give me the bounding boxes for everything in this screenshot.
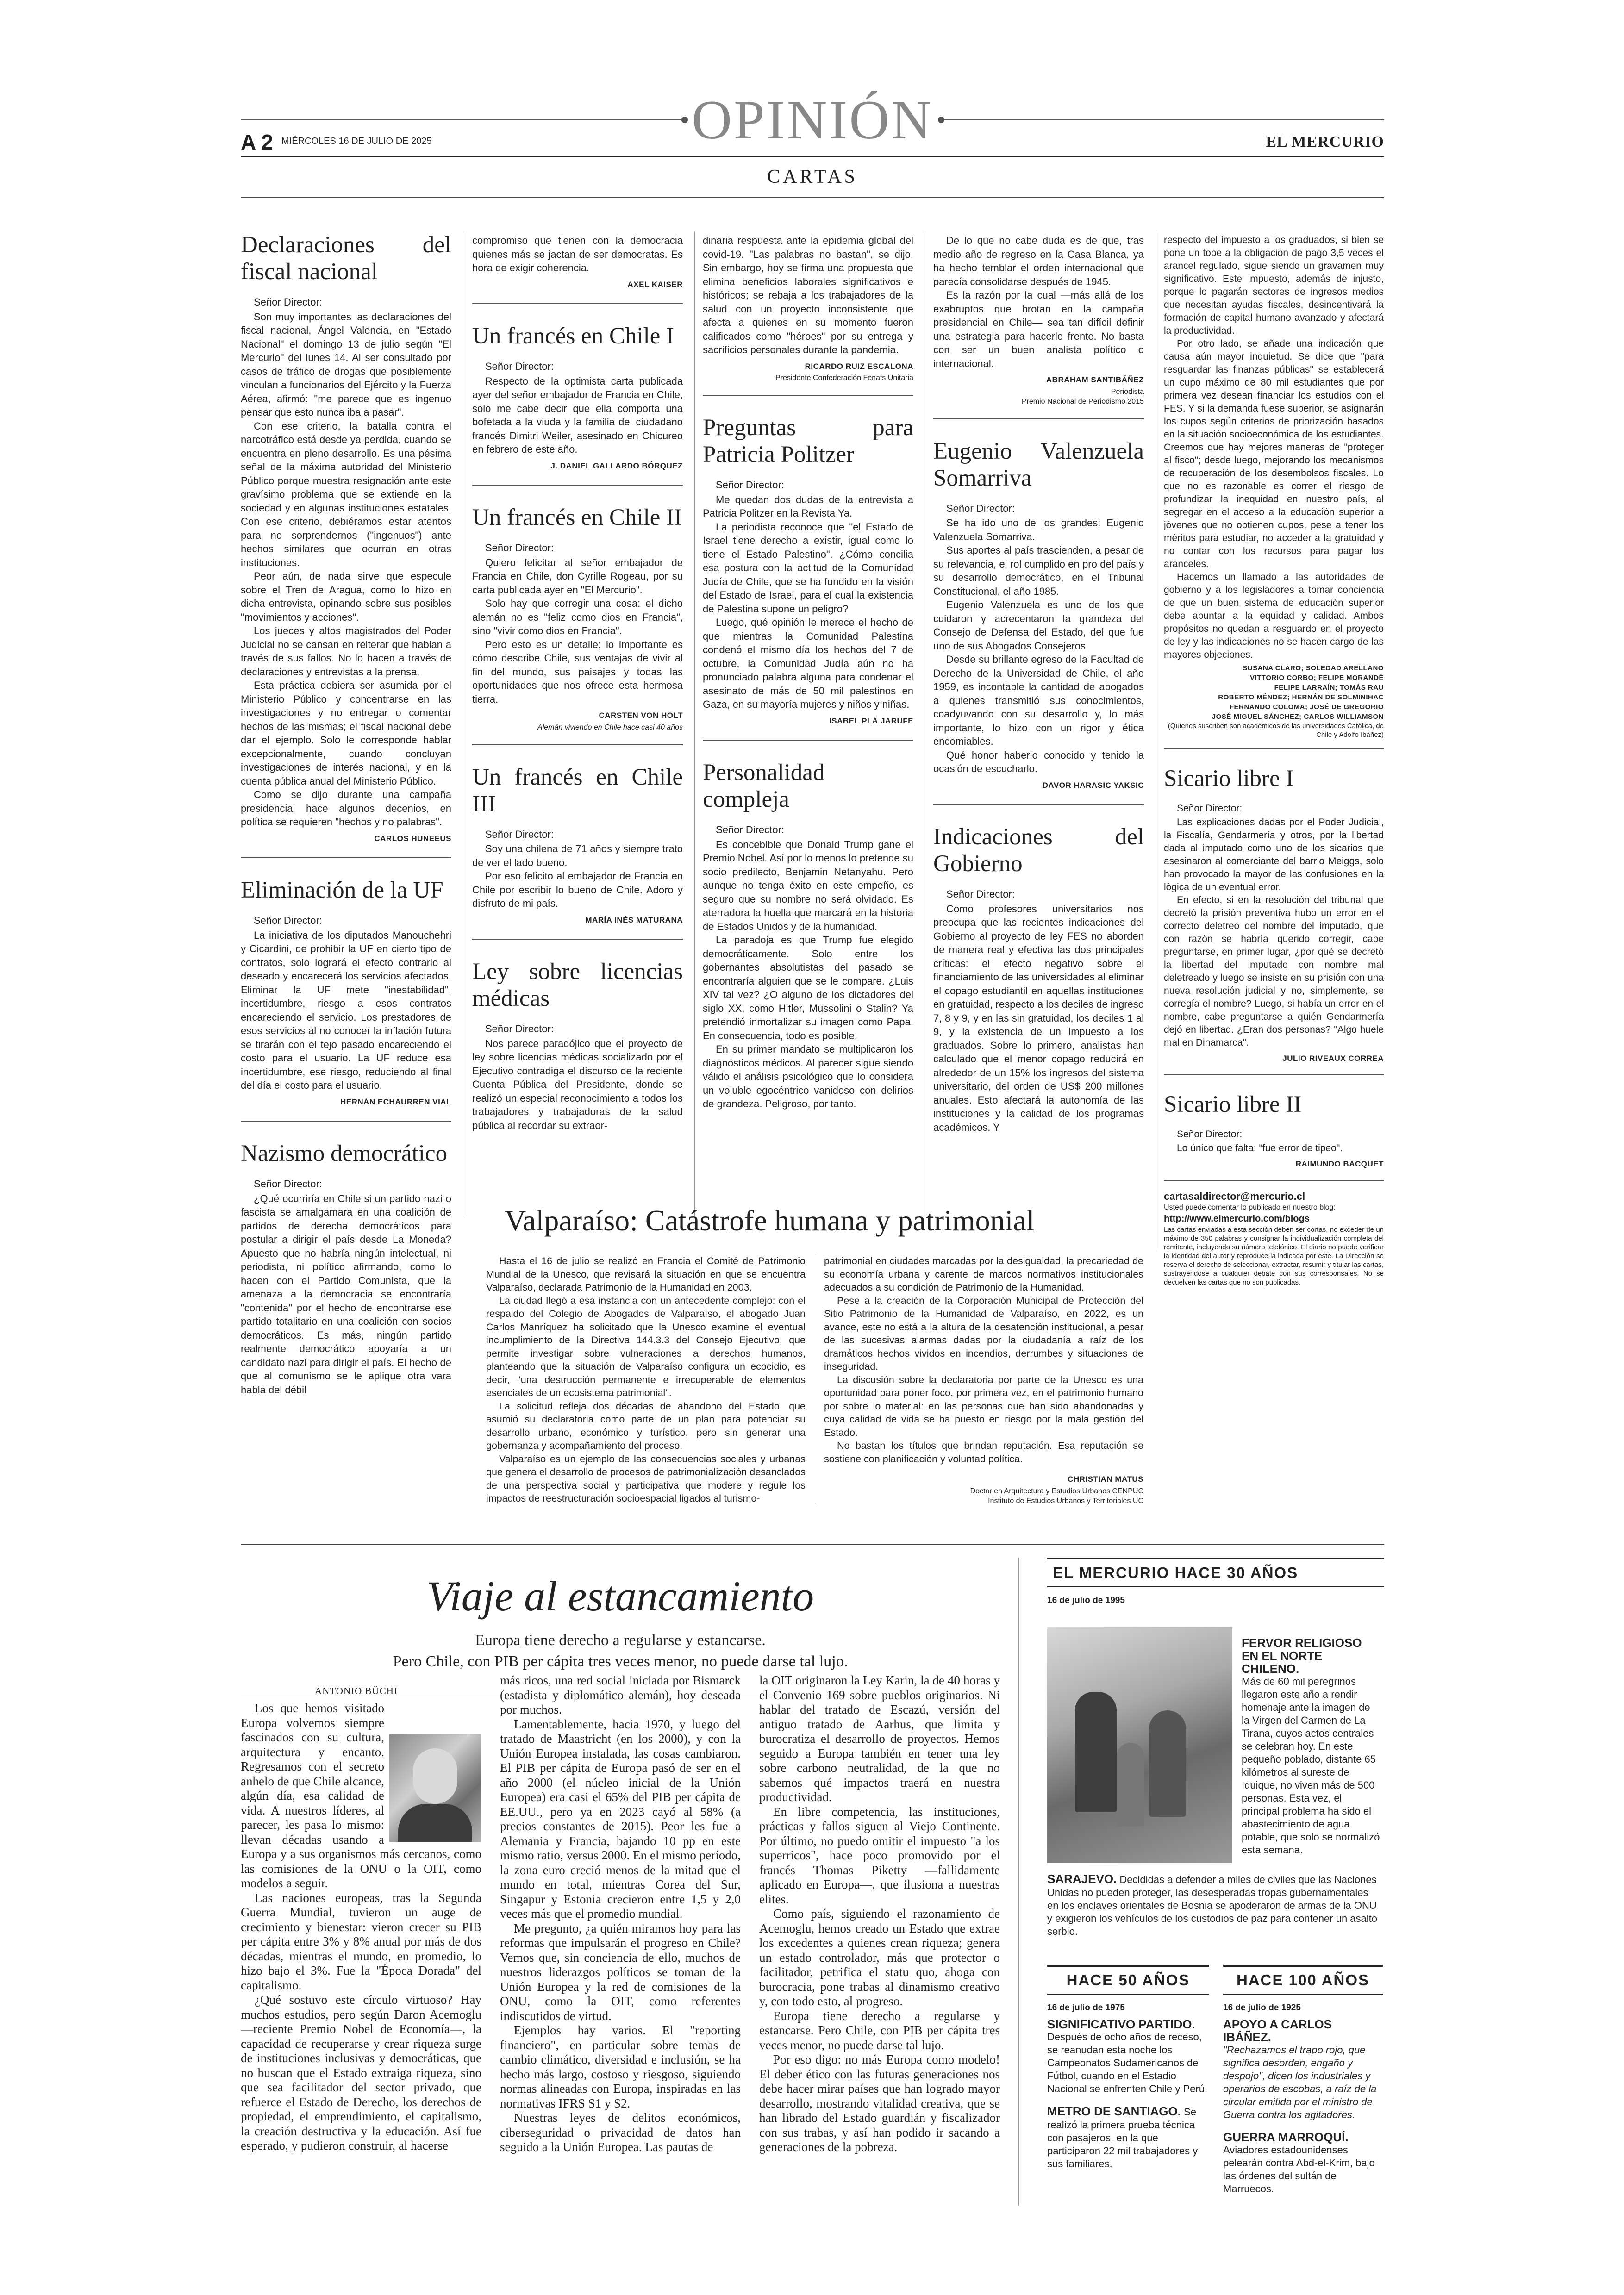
letter-paragraph: Esta práctica debiera ser asumida por el Ministerio Público y concentrarse en las investigaciones y no entregar o comentar hechos de las mismas; el fiscal nacional debe dar el ejemplo. Solo le corresponde hablar excepcionalmente, cuando concluyan investigaciones de interés nacional, y en la cuenta pública anual del Ministerio Público. [241, 680, 451, 787]
valparaiso-signature: CHRISTIAN MATUS [1068, 1475, 1143, 1484]
letter-title: Preguntas para Patricia Politzer [703, 415, 913, 468]
signature-note: (Quienes suscriben son académicos de las universidades Católica, de Chile y Adolfo Ibáñez) [1168, 722, 1384, 739]
letter-paragraph: En su primer mandato se multiplicaron los diagnósticos médicos. Al parecer sigue siendo válido el análisis psicológico que lo considera un voluble egocéntrico vanidoso con delirios de grandeza. Peligroso, por tanto. [703, 1043, 913, 1110]
history-head-30: EL MERCURIO HACE 30 AÑOS [1047, 1558, 1384, 1587]
masthead [241, 88, 1384, 204]
valparaiso-paragraph: La ciudad llegó a esa instancia con un antecedente complejo: con el respaldo del Colegio de Abogados de Valparaíso, el abogado Juan Carlos Manríquez ha solicitado que la Unesco examine el eventual incumplimiento de la Directiva 144.3.3 del Consejo Ejecutivo, que permite investigar sobre vulneraciones a derechos humanos, planteando que la situación de Valparaíso configura un ecocidio, es decir, "una destrucción permanente e irrecuperable de elementos esenciales de un ecosistema patrimonial". [486, 1295, 806, 1398]
contact-line: Usted puede comentar lo publicado en nuestro blog: [1164, 1204, 1336, 1211]
valparaiso-paragraph: Hasta el 16 de julio se realizó en Francia el Comité de Patrimonio Mundial de la Unesco, que revisará la situación en que se encuentra Valparaíso, declarada Patrimonio de la Humanidad en 2003. [486, 1255, 806, 1293]
letter-paragraph: Eugenio Valenzuela es uno de los que cuidaron y acrecentaron la grandeza del Consejo de Defensa del Estado, del que fue uno de sus Abogados Consejeros. [933, 599, 1144, 652]
letter-signature: RICARDO RUIZ ESCALONA [805, 362, 913, 371]
letters-column-2 [472, 234, 683, 1132]
history-item-text: Más de 60 mil peregrinos llegaron este año a rendir homenaje ante la imagen de la Virgen del Carmen de La Tirana, cuyos actos centrales se celebran hoy. En este pequeño poblado, distante 65 kilómetros al sureste de Iquique, no viven más de 500 personas. Esta vez, el principal problema ha sido el abastecimiento de agua potable, que solo se normalizó esta semana. [1242, 1676, 1380, 1856]
letter-paragraph: De lo que no cabe duda es de que, tras medio año de regreso en la Casa Blanca, ya ha hecho temblar el orden internacional que parecía consolidarse después de 1945. [933, 235, 1144, 287]
letter-paragraph: Son muy importantes las declaraciones del fiscal nacional, Ángel Valencia, en "Estado Nacional" el domingo 13 de julio según "El Mercurio" del lunes 14. Al ser consultado por casos de tráfico de drogas que posiblemente vinculan a funcionarios del Ejército y la Fuerza Aérea, afirmó: "me parece que es ingenuo pensar que esto nunca iba a pasar". [241, 311, 451, 418]
signature-note: Presidente Confederación Fenats Unitaria [775, 374, 913, 382]
article-paragraph: Ejemplos hay varios. El "reporting financiero", en particular sobre temas de cambio climático, diversidad e inclusión, se ha hecho más largo, costoso y riesgoso, siguiendo normas alineadas con Europa, inspiradas en las normativas IFRS S1 y S2. [500, 2023, 741, 2110]
salutation: Señor Director: [485, 361, 554, 372]
letters-column-4 [933, 234, 1144, 1134]
history-item-text: Después de ocho años de receso, se reanudan esta noche los Campeonatos Sudamericanos de Fútbol, cuando en el Estadio Nacional se enfrenten Chile y Perú. [1047, 2031, 1208, 2095]
letters-column-5 [1164, 234, 1384, 1287]
letter-title: Eliminación de la UF [241, 877, 443, 903]
letter-paragraph: Se ha ido uno de los grandes: Eugenio Valenzuela Somarriva. [933, 517, 1144, 543]
article-paragraph: En libre competencia, las instituciones, prácticas y fallos siguen al Viejo Continente. Por último, no puedo omitir el impuesto "a los superricos", hace poco promovido por el francés Thomas Piketty —fallidamente aplicado en Europa—, que ilusiona a nuestras elites. [759, 1804, 1000, 1906]
article-paragraph: Lamentablemente, hacia 1970, y luego del tratado de Maastricht (en los 2000), y con la Unión Europea instalada, las cosas cambiaron. El PIB per cápita de Europa pasó de ser en el año 2000 (el núcleo inicial de la Unión Europea) era casi el 65% del PIB per cápita de EE.UU., pero ya en 2023 cayó al 58% (a precios constantes de 2015). Peor les fue a Alemania y Francia, bajando 10 pp en este mismo ratio, versus 2000. En el mismo período, la zona euro creció menos de la mitad que el mundo en total, mientras Corea del Sur, Singapur y Estonia crecieron entre 1,5 y 2,0 veces más que el promedio mundial. [500, 1717, 741, 1921]
valparaiso-paragraph: Valparaíso es un ejemplo de las consecuencias sociales y urbanas que genera el desarrollo de procesos de patrimonialización desanclados de una perspectiva social y participativa que modere y regule los impactos de reestructuración socioespacial ligados al turismo- [486, 1453, 806, 1504]
salutation: Señor Director: [254, 1178, 322, 1190]
letter-signature: AXEL KAISER [627, 280, 683, 289]
history-item-50-a [1047, 2018, 1209, 2095]
history-date: 16 de julio de 1975 [1047, 2003, 1125, 2013]
letter-paragraph: Quiero felicitar al señor embajador de Francia en Chile, don Cyrille Rogeau, por su carta publicada ayer en "El Mercurio". [472, 556, 683, 596]
history-50 [1047, 1965, 1209, 2170]
history-item-title: SIGNIFICATIVO PARTIDO. [1047, 2017, 1195, 2031]
article-column-3 [759, 1673, 1000, 2155]
letter-paragraph: Luego, qué opinión le merece el hecho de que mientras la Comunidad Palestina condenó el mismo día los hechos del 7 de octubre, la Comunidad Judía aún no ha pronunciado palabra alguna para condenar el asesinato de más de 50 mil palestinos en Gaza, en su mayoría mujeres y niños y niñas. [703, 617, 913, 710]
letter-paragraph: La periodista reconoce que "el Estado de Israel tiene derecho a existir, igual como lo tiene el Estado Palestino". ¿Cómo concilia esa postura con la actitud de la Comunidad Judía de Chile, que se ha fundido en la visión del Estado de Israel, para el cual la existencia de Palestina supone un peligro? [703, 521, 913, 615]
salutation: Señor Director: [485, 828, 554, 840]
history-head-100: HACE 100 AÑOS [1223, 1965, 1383, 1995]
letter-signature: CARSTEN VON HOLT [599, 711, 683, 720]
letter-title: Nazismo democrático [241, 1141, 448, 1166]
letter-title: Personalidad compleja [703, 760, 825, 812]
valparaiso-col-right [824, 1254, 1143, 1506]
letter-paragraph: La paradoja es que Trump fue elegido democráticamente. Solo entre los gobernantes absolutistas del pasado se encontraría alguien que se le compare. ¿Luis XIV tal vez? ¿O alguno de los dictadores del siglo XX, como Hitler, Mussolini o Stalin? Ya pretendió inmortalizar su imagen como Papa. En consecuencia, todo es posible. [703, 934, 913, 1041]
article-column-2 [500, 1673, 741, 2155]
history-item-title: APOYO A CARLOS IBÁÑEZ. [1223, 2017, 1332, 2044]
valparaiso-title: Valparaíso: Catástrofe humana y patrimonial [505, 1204, 1035, 1237]
letter-signature: CARLOS HUNEEUS [374, 834, 451, 843]
salutation: Señor Director: [1177, 803, 1243, 814]
valparaiso-paragraph: patrimonial en ciudades marcadas por la desigualdad, la precariedad de su economía urbana y carente de marcos normativos institucionales adecuados a su condición de Patrimonio de la Humanidad. [824, 1255, 1143, 1293]
letter-paragraph: Los jueces y altos magistrados del Poder Judicial no se cansan en reiterar que hablan a través de sus fallos. No lo hacen a través de declaraciones y entrevistas a la prensa. [241, 625, 451, 678]
letter-title: Declaraciones del fiscal nacional [241, 232, 451, 285]
letter-paragraph: Qué honor haberlo conocido y tenido la ocasión de escucharlo. [933, 749, 1144, 774]
valparaiso-paragraph: No bastan los títulos que brindan reputación. Esa reputación se sostiene con planificación y voluntad política. [824, 1440, 1143, 1465]
letter-paragraph: Me quedan dos dudas de la entrevista a Patricia Politzer en la Revista Ya. [703, 493, 913, 519]
letter-signature: ROBERTO MÉNDEZ; HERNÁN DE SOLMINIHAC [1218, 693, 1384, 701]
letter-signature: RAIMUNDO BACQUET [1295, 1160, 1384, 1168]
letter-signature: ABRAHAM SANTIBÁÑEZ [1046, 375, 1144, 384]
article-paragraph: Por eso digo: no más Europa como modelo! El deber ético con las futuras generaciones nos debe hacer mirar países que han logrado mayor desarrollo, mostrando vitalidad creativa, que se han librado del Estado guardián y fiscalizador con sus trabas, y así han podido ir sacando a generaciones de la pobreza. [759, 2052, 1000, 2154]
history-item-50-b [1047, 2105, 1209, 2170]
letter-paragraph: Solo hay que corregir una cosa: el dicho alemán no es "feliz como dios en Francia", sino "vivir como dios en Francia". [472, 598, 683, 636]
letter-paragraph: La iniciativa de los diputados Manouchehri y Cicardini, de prohibir la UF en cierto tipo de contratos, solo logrará el efecto contrario al deseado y encarecerá los servicios afectados. Eliminar la UF mete "inestabilidad", incertidumbre, riesgo a esos contratos encareciendo el servicio. Los prestadores de esos servicios al no conocer la inflación futura se tirarán con el tejo pasado encareciendo el costo para el usuario. La UF reduce esa incertidumbre, ese riesgo, reduciendo al final del día el costo para el usuario. [241, 929, 451, 1091]
article-paragraph: más ricos, una red social iniciada por Bismarck (estadista y diplomático alemán), hoy deseada por muchos. [500, 1673, 741, 1716]
letter-signature: FERNANDO COLOMA; JOSÉ DE GREGORIO [1229, 703, 1384, 711]
letter-paragraph: Respecto de la optimista carta publicada ayer del señor embajador de Francia en Chile, solo me cabe decir que ella comporta una bofetada a la viuda y la familia del ciudadano francés Dimitri Weiler, asesinado en Chicureo en febrero de este año. [472, 375, 683, 455]
valparaiso-paragraph: Pese a la creación de la Corporación Municipal de Protección del Sitio Patrimonio de la Humanidad de Valparaíso, en 2022, es un avance, este no está a la altura de la desatención institucional, a pesar de las sucesivas alarmas dadas por la ciudadanía a raíz de los dramáticos hechos vividos en incendios, derrumbes y situaciones de inseguridad. [824, 1295, 1143, 1372]
signature-note: Instituto de Estudios Urbanos y Territoriales UC [988, 1497, 1143, 1505]
letter-title: Ley sobre licencias médicas [472, 959, 683, 1011]
letter-paragraph: Las explicaciones dadas por el Poder Judicial, la Fiscalía, Gendarmería y otros, por la libertad dada al imputado como uno de los sicarios que asesinaron al comerciante del barrio Meiggs, solo han provocado la mayor de las confusiones en la lógica de un eventual error. [1164, 817, 1384, 892]
letter-signature: MARÍA INÉS MATURANA [585, 915, 683, 924]
page-number: A 2 [241, 130, 273, 154]
letter-paragraph: Como se dijo durante una campaña presidencial hace algunos decenios, en política se requieren "hechos y no palabras". [241, 789, 451, 828]
history-item-title: GUERRA MARROQUÍ. [1223, 2130, 1349, 2144]
history-100 [1223, 1965, 1383, 2195]
signature-note: Premio Nacional de Periodismo 2015 [1021, 397, 1144, 405]
salutation: Señor Director: [485, 542, 554, 554]
letters-column-1 [241, 231, 451, 1397]
letter-signature: JULIO RIVEAUX CORREA [1282, 1054, 1384, 1063]
letter-paragraph: Es la razón por la cual —más allá de los exabruptos que brotan en la campaña presidencial en Chile— sea tan difícil definir una estrategia para hacerle frente. No basta con ser un buen analista político o internacional. [933, 289, 1144, 369]
letter-signature: FELIPE LARRAÍN; TOMÁS RAU [1274, 684, 1384, 692]
blog-link[interactable]: http://www.elmercurio.com/blogs [1164, 1214, 1310, 1224]
letter-signature: SUSANA CLARO; SOLEDAD ARELLANO [1243, 664, 1384, 672]
letter-paragraph: compromiso que tienen con la democracia quienes más se jactan de ser democratas. Es hora de exigir coherencia. [472, 235, 683, 274]
salutation: Señor Director: [946, 888, 1015, 900]
letters-column-3 [703, 234, 913, 1111]
letter-paragraph: dinaria respuesta ante la epidemia global del covid-19. "Las palabras no bastan", se dijo. Sin embargo, hoy se firma una propuesta que elimina beneficios laborales significativos e históricos; se rebaja a los trabajadores de la salud con un proyecto inconsistente que afecta a quienes en su momento fueron calificados como "héroes" por su entrega y sacrificios personales durante la pandemia. [703, 235, 913, 355]
article-paragraph: Los que hemos visitado Europa volvemos siempre fascinados con su cultura, arquitectura y encanto. Regresamos con el secreto anhelo de que Chile alcance, algún día, esa calidad de vida. A nuestros líderes, al parecer, les pasa lo mismo: llevan décadas usando a Europa y a sus organismos más cercanos, como las comisiones de la ONU o la OIT, como modelos a seguir. [241, 1701, 481, 1890]
history-item-text: "Rechazamos el trapo rojo, que significa desorden, engaño y despojo", dicen los industriales y operarios de escobas, a raíz de la circular emitida por el ministro de Guerra contra los agitadores. [1223, 2044, 1377, 2120]
signature-note: Periodista [1111, 387, 1144, 396]
opinion-article [241, 1558, 1000, 2206]
letter-paragraph: Nos parece paradójico que el proyecto de ley sobre licencias médicas socializado por el Ejecutivo contradiga el discurso de la reciente Cuenta Pública del Presidente, donde se realizó un especial reconocimiento a todos los trabajadores y trabajadoras de la salud pública al recordar su extraor- [472, 1037, 683, 1131]
history-item-text: Se realizó la primera prueba técnica con pasajeros, en la que participaron 22 mil trabajadores y sus familiares. [1047, 2106, 1198, 2170]
letter-paragraph: Por eso felicito al embajador de Francia en Chile por escribir lo bueno de Chile. Adoro y disfruto de mi país. [472, 870, 683, 909]
letter-title: Sicario libre II [1164, 1091, 1302, 1117]
subsection-title: CARTAS [767, 166, 858, 187]
salutation: Señor Director: [946, 502, 1015, 514]
history-item-text: Aviadores estadounidenses pelearán contra Abd-el-Krim, bajo las órdenes del sultán de Marruecos. [1223, 2144, 1375, 2195]
letter-signature: ISABEL PLÁ JARUFE [829, 716, 913, 725]
history-item-30-b [1047, 1872, 1380, 1938]
letter-paragraph: Como profesores universitarios nos preocupa que las recientes indicaciones del Gobierno al proyecto de ley FES no aborden de manera real y efectiva las dos principales críticas: el efecto negativo sobre el financiamiento de las universidades al eliminar el copago estudiantil en aquellas instituciones en gratuidad, respecto a los deciles de ingreso 7, 8 y 9, y en las sin gratuidad, los deciles 1 al 9, y la existencia de un impuesto a los graduados. Sobre lo primero, analistas han calculado que el menor copago reducirá en alrededor de un 15% los ingresos del sistema universitario, del orden de US$ 200 millones anuales. Esto afectará la autonomía de las instituciones y la calidad de los programas académicos. Y [933, 903, 1144, 1133]
valparaiso-col-left [486, 1254, 806, 1505]
section-title: OPINIÓN [692, 89, 933, 150]
letter-paragraph: Es concebible que Donald Trump gane el Premio Nobel. Así por lo menos lo pretende su socio predilecto, Benjamin Netanyahu. Pero aunque no tenga éxito en este empeño, es seguro que su nombre no será olvidado. Es aterradora la huella que marcará en la historia de Estados Unidos y de la humanidad. [703, 838, 913, 932]
letter-paragraph: Sus aportes al país trascienden, a pesar de su relevancia, el rol cumplido en pro del país y su desarrollo democrático, en el Tribunal Constitucional, el año 1985. [933, 544, 1144, 597]
history-sidebar [1047, 1558, 1384, 2206]
letter-paragraph: Por otro lado, se añade una indicación que causa aún mayor inquietud. Se dice que "para resguardar las finanzas públicas" se establecerá un cupo máximo de 80 mil estudiantes que por primera vez desean financiar los estudios con el FES. Y si la demanda fuese superior, se asignarán los cupos según criterios de priorización basados en la situación socioeconómica de los estudiantes. Creemos que hay mejores maneras de "proteger al fisco"; desde luego, mejorando los mecanismos de recuperación de los desembolsos fiscales. Lo que no es razonable es correr el riesgo de profundizar la inequidad en nuestro país, al segregar en el acceso a la educación superior a jóvenes que no obtienen cupos, pese a tener los méritos para estudiar, no acceder a la gratuidad y no contar con los recursos para pagar los aranceles. [1164, 338, 1384, 569]
letter-paragraph: ¿Qué ocurriría en Chile si un partido nazi o fascista se amalgamara en una coalición de partidos de derecha democráticos para postular a dirigir el país desde La Moneda? Apuesto que no habría ningún intelectual, ni periodista, ni político afirmando, como lo hacen con el Partido Comunista, que la amenaza a la democracia se encontraría "contenida" por el hecho de encontrarse ese partido totalitario en una coalición con socios democráticos. Es más, ningún partido realmente democrático apoyaría a un candidato nazi para dirigir el país. El hecho de que al comunismo se le aplique otra vara habla del débil [241, 1192, 451, 1396]
letter-paragraph: respecto del impuesto a los graduados, si bien se pone un tope a la obligación de pago 3,5 veces el arancel regulado, sigue siendo un gravamen muy significativo. Este impuesto, además de injusto, porque lo pagarán sectores de ingresos medios que necesitan ayudas fiscales, desincentivará la formación de capital humano avanzado y afectará la productividad. [1164, 235, 1384, 336]
salutation: Señor Director: [716, 824, 784, 836]
letter-signature: VITTORIO CORBO; FELIPE MORANDÉ [1250, 674, 1384, 682]
signature-note: Doctor en Arquitectura y Estudios Urbanos CENPUC [970, 1487, 1143, 1495]
article-column-1 [241, 1701, 481, 2153]
article-paragraph: Europa tiene derecho a regularse y estancarse. Pero Chile, con PIB per cápita tres veces menor, no puede darse tal lujo. [759, 2008, 1000, 2052]
letter-paragraph: Pero esto es un detalle; lo importante es cómo describe Chile, sus ventajas de vivir al fin del mundo, sus paisajes y todas las oportunidades que nos ofrece esta hermosa tierra. [472, 638, 683, 705]
letter-paragraph: Peor aún, de nada sirve que especule sobre el Tren de Aragua, como lo hizo en dicha entrevista, opinando sobre sus posibles "movimientos y acciones". [241, 570, 451, 623]
letter-signature: DAVOR HARASIC YAKSIC [1042, 780, 1144, 790]
letter-title: Un francés en Chile I [472, 323, 675, 349]
history-date: 16 de julio de 1995 [1047, 1596, 1125, 1605]
valparaiso-paragraph: La discusión sobre la declaratoria por parte de la Unesco es una oportunidad para poner foco, por primera vez, en el patrimonio humano por sobre lo material: en las personas que han sido abandonadas y cuya calidad de vida se ha puesto en riesgo por la mala gestión del Estado. [824, 1374, 1143, 1438]
letter-paragraph: Con ese criterio, la batalla contra el narcotráfico está desde ya perdida, cuando se encuentra en pleno desarrollo. Es una pésima señal de la máxima autoridad del Ministerio Público porque muestra resignación ante este gravísimo problema que se extiende en la sociedad y en algunas instituciones estatales. Con ese criterio, debiéramos estar atentos para no sorprendernos ("ingenuos") ante hechos similares que ocurran en otras instituciones. [241, 420, 451, 568]
brand-name: EL MERCURIO [1266, 133, 1384, 150]
article-paragraph: Las naciones europeas, tras la Segunda Guerra Mundial, tuvieron un auge de crecimiento y bienestar: vieron crecer su PIB per cápita entre 3% y 8% anual por más de dos décadas, mientras el mundo, en promedio, lo hizo bajo el 3%. Fue la "Época Dorada" del capitalismo. [241, 1890, 481, 1992]
letter-title: Un francés en Chile III [472, 764, 683, 817]
salutation: Señor Director: [485, 1023, 554, 1035]
history-item-30-a [1242, 1636, 1380, 1857]
salutation: Señor Director: [254, 915, 322, 926]
history-item-title: METRO DE SANTIAGO. [1047, 2104, 1181, 2118]
article-author: ANTONIO BÜCHI [315, 1685, 398, 1696]
history-photo [1047, 1627, 1232, 1863]
history-item-100-a [1223, 2018, 1383, 2121]
letter-paragraph: Soy una chilena de 71 años y siempre trato de ver el lado bueno. [472, 843, 683, 868]
letter-title: Un francés en Chile II [472, 505, 682, 530]
letter-title: Indicaciones del Gobierno [933, 824, 1144, 877]
contact-rules: Las cartas enviadas a esta sección deben ser cortas, no exceder de un máximo de 350 palabras y consignar la individualización completa del remitente, incluyendo su número telefónico. El diario no puede verificar la identidad del autor y reproduce la indicada por este. La Dirección se reserva el derecho de seleccionar, extractar, resumir y titular las cartas, sustrayéndose a cualquier debate con sus corresponsales. No se devuelven las cartas que no son publicadas. [1164, 1226, 1384, 1286]
signature-note: Alemán viviendo en Chile hace casi 40 años [537, 723, 683, 731]
history-date: 16 de julio de 1925 [1223, 2003, 1301, 2013]
letter-title: Eugenio Valenzuela Somarriva [933, 438, 1144, 491]
salutation: Señor Director: [716, 479, 784, 491]
valparaiso-paragraph: La solicitud refleja dos décadas de abandono del Estado, que asumió su declaratoria como parte de un plan para potenciar su desarrollo urbano, económico y turístico, pero sin generar una gobernanza y acompañamiento del proceso. [486, 1400, 806, 1451]
letter-paragraph: Hacemos un llamado a las autoridades de gobierno y a los legisladores a tomar conciencia de que un buen sistema de educación superior debe apuntar a la equidad y calidad. Ambos propósitos no quedan a resguardo en el proyecto de ley y las indicaciones no se hacen cargo de las mayores objeciones. [1164, 572, 1384, 660]
article-deck: Europa tiene derecho a regularse y estancarse. [475, 1632, 766, 1649]
letter-signature: J. DANIEL GALLARDO BÓRQUEZ [550, 461, 683, 470]
author-photo [389, 1734, 481, 1842]
history-item-text: Decididas a defender a miles de civiles que las Naciones Unidas no pueden proteger, las desesperadas tropas gubernamentales en los enclaves orientales de Bosnia se apoderaron de armas de la ONU y exigieron los vehículos de los custodios de paz para contener un asalto serbio. [1047, 1874, 1377, 1937]
letter-title: Sicario libre I [1164, 766, 1294, 792]
history-item-100-b [1223, 2131, 1383, 2195]
article-paragraph: ¿Qué sostuvo este círculo virtuoso? Hay muchos estudios, pero según Daron Acemoglu —reciente Premio Nobel de Economía—, la capacidad de recuperarse y crear riqueza surge de instituciones inclusivas y democráticas, que no buscan que el Estado extraiga riqueza, sino que sea facilitador del sector privado, que refuerce el Estado de Derecho, los derechos de propiedad, el emprendimiento, el capitalismo, la creación destructiva y la educación. Así fue esperado, y pudieron construir, al hacerse [241, 1993, 481, 2152]
article-paragraph: Me pregunto, ¿a quién miramos hoy para las reformas que impulsarán el progreso en Chile? Vemos que, sin conciencia de ello, muchos de nuestros liderazgos políticos se toman de la Unión Europea y la red de comisiones de la ONU, como la OIT, como referentes indiscutidos de virtud. [500, 1921, 741, 2023]
article-paragraph: Como país, siguiendo el razonamiento de Acemoglu, hemos creado un Estado que extrae los excedentes a quienes crean riqueza; genera un estado controlador, más que protector o facilitador, petrifica el statu quo, ahoga con burocracia, pone trabas al dinamismo creativo y, con todo esto, al progreso. [759, 1907, 1000, 2008]
article-deck: Pero Chile, con PIB per cápita tres veces menor, no puede darse tal lujo. [393, 1653, 848, 1670]
letter-signature: JOSÉ MIGUEL SÁNCHEZ; CARLOS WILLIAMSON [1212, 713, 1384, 721]
article-paragraph: Nuestras leyes de delitos económicos, ciberseguridad o privacidad de datos han seguido a la Unión Europea. Las pautas de [500, 2111, 741, 2154]
history-item-title: SARAJEVO. [1047, 1872, 1117, 1886]
history-head-50: HACE 50 AÑOS [1047, 1965, 1209, 1995]
issue-date: MIÉRCOLES 16 DE JULIO DE 2025 [281, 136, 432, 146]
contact-email[interactable]: cartasaldirector@mercurio.cl [1164, 1191, 1305, 1202]
salutation: Señor Director: [1177, 1129, 1243, 1140]
letter-paragraph: En efecto, si en la resolución del tribunal que decretó la prisión preventiva hubo un error en el correcto deletreo del nombre del imputado, que con razón se habría querido corregir, cabe preguntarse, en primer lugar, ¿por qué se decretó la libertad del imputado con nombre mal deletreado y luego se insiste en su prisión con una nueva resolución judicial y no, simplemente, se corregía el nombre? Luego, si había un error en el nombre, cabe preguntarse a quién Gendarmería dejó en libertad. ¿Eran dos personas? "Algo huele mal en Dinamarca". [1164, 895, 1384, 1048]
article-title: Viaje al estancamiento [426, 1572, 814, 1620]
salutation: Señor Director: [254, 296, 322, 308]
letter-signature: HERNÁN ECHAURREN VIAL [340, 1097, 451, 1106]
letter-paragraph: Lo único que falta: "fue error de tipeo". [1177, 1143, 1343, 1154]
letter-paragraph: Desde su brillante egreso de la Facultad de Derecho de la Universidad de Chile, el año 1959, es incontable la cantidad de abogados a quienes transmitió sus conocimientos, coadyuvando con su desarrollo y, lo más importante, lo hizo con un rigor y ética encomiables. [933, 654, 1144, 747]
history-item-title: FERVOR RELIGIOSO EN EL NORTE CHILENO. [1242, 1636, 1362, 1676]
article-paragraph: la OIT originaron la Ley Karin, la de 40 horas y el Convenio 169 sobre pueblos originarios. Ni hablar del tratado de Escazú, versión del antiguo tratado de Aarhus, que limita y burocratiza el desarrollo de proyectos. Hemos seguido a Europa también en tener una ley sobre carbono neutralidad, de la que no sabemos qué impactos traerá en nuestra productividad. [759, 1673, 1000, 1804]
